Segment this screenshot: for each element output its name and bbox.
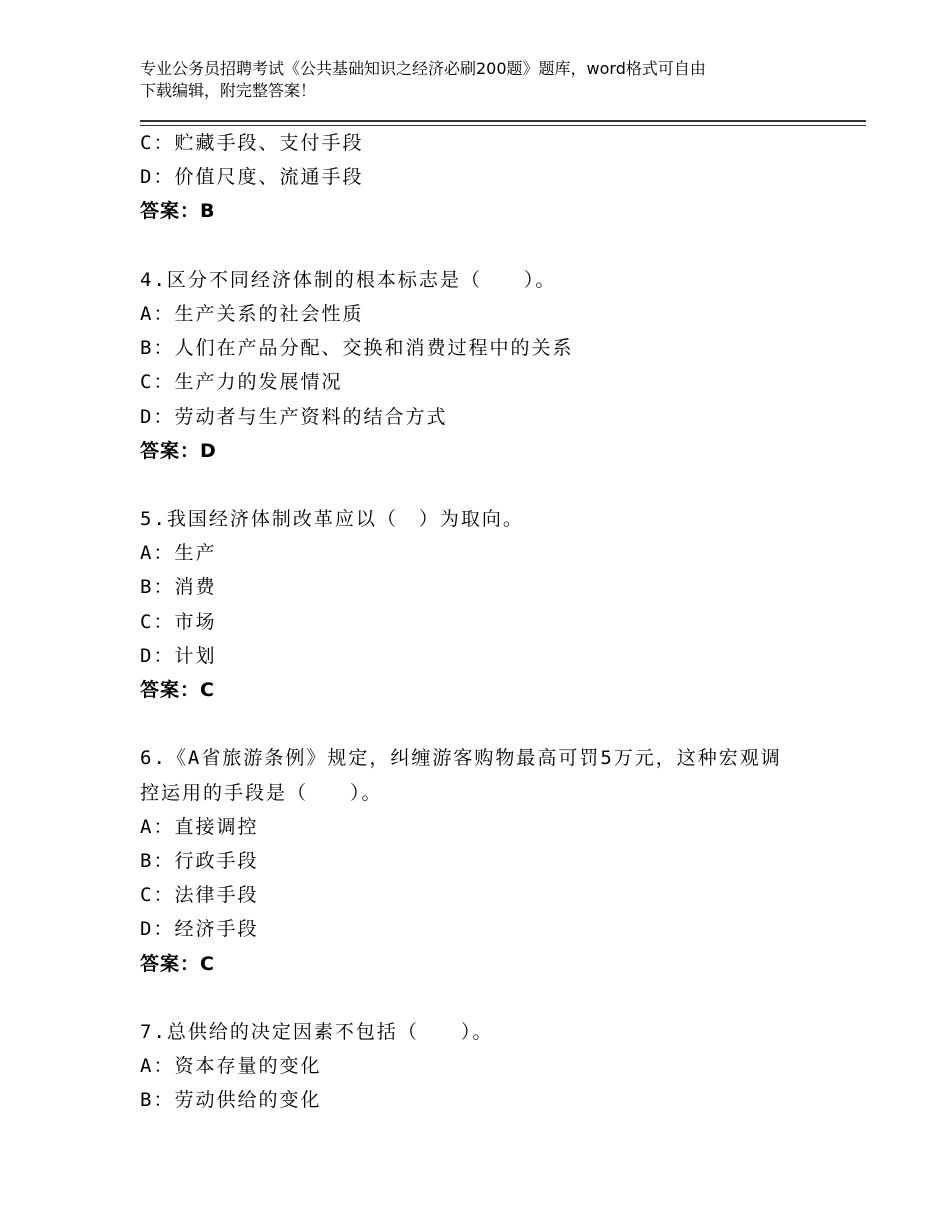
header-rule-thick — [140, 120, 866, 122]
question-5-option-d: D：计划 — [140, 644, 217, 667]
question-6-option-b: B：行政手段 — [140, 849, 259, 872]
question-4-option-c: C：生产力的发展情况 — [140, 371, 343, 394]
question-7-option-a: A：资本存量的变化 — [140, 1055, 322, 1078]
question-list — [140, 126, 840, 1117]
question-6-option-c: C：法律手段 — [140, 884, 259, 907]
document-header — [140, 58, 820, 102]
question-5-stem: 5.我国经济体制改革应以（ ）为取向。 — [140, 508, 524, 531]
option-c: C：贮藏手段、支付手段 — [140, 132, 364, 154]
question-6-stem-line-1: 6.《A省旅游条例》规定，纠缠游客购物最高可罚5万元，这种宏观调 — [140, 747, 782, 770]
question-4-stem: 4.区分不同经济体制的根本标志是（ ）。 — [140, 268, 557, 291]
question-7-option-b: B：劳动供给的变化 — [140, 1089, 322, 1112]
question-4-option-d: D：劳动者与生产资料的结合方式 — [140, 405, 448, 428]
question-5-option-b: B：消费 — [140, 576, 217, 599]
question-6-stem-line-2: 控运用的手段是（ ）。 — [140, 781, 383, 804]
question-5-answer: 答案：C — [140, 679, 215, 701]
question-5-option-a: A：生产 — [140, 542, 217, 565]
question-5-option-c: C：市场 — [140, 610, 217, 633]
question-6-option-d: D：经济手段 — [140, 918, 259, 941]
header-line-1: 专业公务员招聘考试《公共基础知识之经济必刷200题》题库，word格式可自由 — [140, 59, 706, 78]
answer-label: 答案：B — [140, 200, 216, 223]
option-d: D：价值尺度、流通手段 — [140, 166, 364, 189]
question-6-answer: 答案：C — [140, 952, 215, 975]
header-line-2: 下载编辑，附完整答案！ — [140, 81, 317, 100]
question-4-option-b: B：人们在产品分配、交换和消费过程中的关系 — [140, 337, 574, 360]
question-4-answer: 答案：D — [140, 439, 217, 462]
question-6-option-a: A：直接调控 — [140, 815, 259, 838]
question-7-stem: 7.总供给的决定因素不包括（ ）。 — [140, 1020, 494, 1043]
question-4-option-a: A：生产关系的社会性质 — [140, 302, 364, 325]
